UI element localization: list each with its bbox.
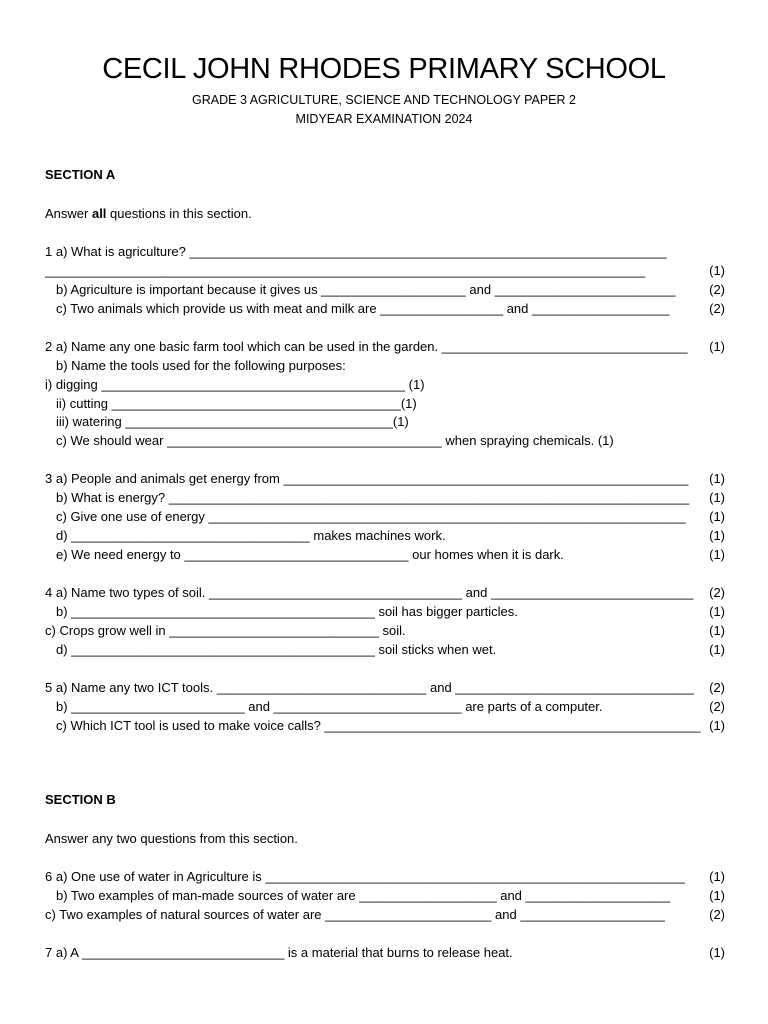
question-line: ___________________________________________________________________________________ (1) (45, 263, 725, 278)
question-line: c) Which ICT tool is used to make voice calls? ____________________________________________________ (1) (56, 718, 725, 733)
question-line: 4 a) Name two types of soil. ___________________________________ and ____________________________ (2) (45, 585, 725, 600)
question-line: 3 a) People and animals get energy from ________________________________________________________ (1) (45, 471, 725, 486)
question-line: 7 a) A ____________________________ is a material that burns to release heat. (1) (45, 945, 725, 960)
question-line: iii) watering _____________________________________(1) (56, 414, 409, 429)
question-line: 6 a) One use of water in Agriculture is __________________________________________________________ (1) (45, 869, 725, 884)
question-line: b) Agriculture is important because it gives us ____________________ and _________________________ (2) (56, 282, 725, 297)
question-line: b) Name the tools used for the following purposes: (56, 358, 346, 373)
question-line: 2 a) Name any one basic farm tool which can be used in the garden. __________________________________ (1) (45, 339, 725, 354)
question-line: e) We need energy to _______________________________ our homes when it is dark. (1) (56, 547, 725, 562)
question-line: b) What is energy? ________________________________________________________________________ (1) (56, 490, 725, 505)
school-name: CECIL JOHN RHODES PRIMARY SCHOOL (102, 53, 666, 85)
section-a-instruction: Answer all questions in this section. (45, 206, 252, 221)
question-line: ii) cutting ________________________________________(1) (56, 396, 417, 411)
section-b-heading: SECTION B (45, 792, 116, 807)
question-line: c) Crops grow well in _____________________________ soil. (1) (45, 623, 725, 638)
question-line: d) _________________________________ makes machines work. (1) (56, 528, 725, 543)
question-line: c) We should wear ______________________________________ when spraying chemicals. (1) (56, 433, 614, 448)
section-b-instruction: Answer any two questions from this section. (45, 831, 298, 846)
question-line: c) Two examples of natural sources of water are _______________________ and ____________________ (2) (45, 907, 725, 922)
exam-title: MIDYEAR EXAMINATION 2024 (295, 112, 473, 126)
question-line: b) ________________________ and __________________________ are parts of a computer. (2) (56, 699, 725, 714)
question-line: 1 a) What is agriculture? __________________________________________________________________ (45, 244, 667, 259)
section-a-heading: SECTION A (45, 167, 116, 182)
question-line: b) __________________________________________ soil has bigger particles. (1) (56, 604, 725, 619)
question-line: i) digging __________________________________________ (1) (45, 377, 425, 392)
question-line: c) Give one use of energy __________________________________________________________________ (1) (56, 509, 725, 524)
question-line: b) Two examples of man-made sources of water are ___________________ and ____________________ (1) (56, 888, 725, 903)
question-line: d) __________________________________________ soil sticks when wet. (1) (56, 642, 725, 657)
paper-title: GRADE 3 AGRICULTURE, SCIENCE AND TECHNOLOGY PAPER 2 (192, 93, 576, 107)
question-line: c) Two animals which provide us with meat and milk are _________________ and ___________________ (2) (56, 301, 725, 316)
question-line: 5 a) Name any two ICT tools. _____________________________ and _________________________________ (2) (45, 680, 725, 695)
